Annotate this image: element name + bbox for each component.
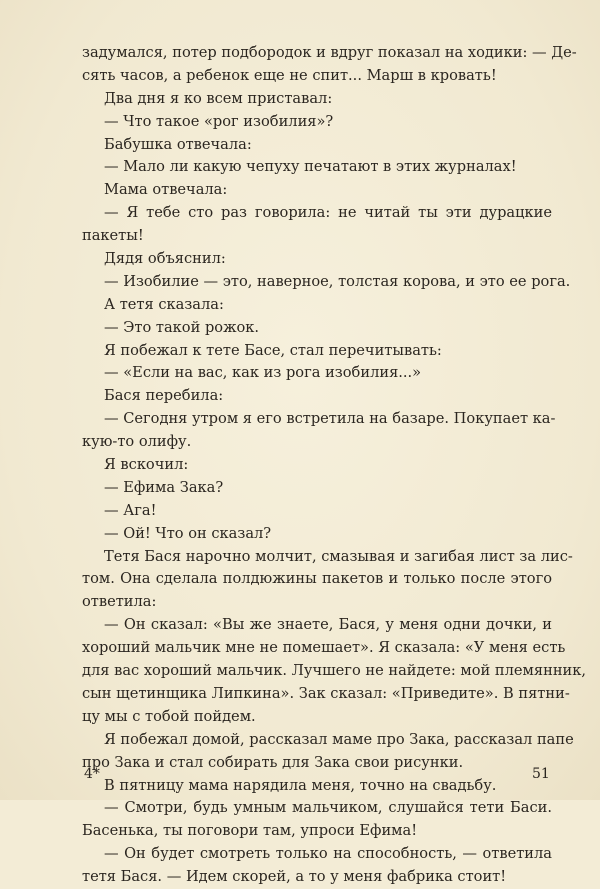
text-line: — Ой! Что он сказал? (104, 524, 272, 542)
text-line: — Ага! (104, 501, 157, 519)
text-line: хороший мальчик мне не помешает». Я сказала: «У меня есть (82, 639, 566, 657)
text-line: сын щетинщика Липкина». Зак сказал: «Приведите». В пятни- (82, 684, 570, 702)
text-line: Бася перебила: (104, 387, 224, 405)
text-line: — Я тебе сто раз говорила: не читай ты эти дурацкие (104, 204, 552, 222)
text-line: Два дня я ко всем приставал: (104, 89, 333, 107)
text-line: Я побежал к тете Басе, стал перечитывать: (104, 341, 442, 359)
text-line: А тетя сказала: (104, 295, 224, 313)
text-line: — Он будет смотреть только на способность, — ответила (104, 845, 552, 863)
text-line: пакеты! (82, 227, 144, 245)
text-line: Дядя объяснил: (104, 250, 226, 268)
text-line: — Смотри, будь умным мальчиком, слушайся тети Баси. (104, 799, 552, 817)
text-line: задумался, потер подбородок и вдруг показал на ходики: — Де- (82, 44, 577, 61)
text-line: Я побежал домой, рассказал маме про Зака, рассказал папе (104, 730, 574, 748)
text-line: Тетя Бася нарочно молчит, смазывая и загибая лист за лис- (104, 547, 573, 565)
text-line: Мама отвечала: (104, 181, 228, 199)
text-line: — Что такое «рог изобилия»? (104, 112, 334, 130)
text-line: Бабушка отвечала: (104, 135, 252, 153)
text-line: В пятницу мама нарядила меня, точно на свадьбу. (104, 776, 497, 794)
text-line: для вас хороший мальчик. Лучшего не найдете: мой племянник, (82, 662, 587, 680)
text-line: Басенька, ты поговори там, упроси Ефима! (82, 822, 418, 840)
text-line: — Изобилие — это, наверное, толстая корова, и это ее рога. (104, 272, 571, 290)
text-line: цу мы с тобой пойдем. (82, 707, 256, 725)
text-line: — Сегодня утром я его встретила на базаре. Покупает ка- (104, 410, 556, 428)
text-line: — Ефима Зака? (104, 478, 224, 496)
text-line: сять часов, а ребенок еще не спит... Марш в кровать! (82, 66, 497, 84)
page-text (82, 42, 587, 889)
text-line: том. Она сделала полдюжины пакетов и только после этого (82, 570, 552, 588)
text-line: тетя Бася. — Идем скорей, а то у меня фабрика стоит! (82, 868, 507, 886)
text-line: про Зака и стал собирать для Зака свои рисунки. (82, 753, 464, 771)
text-line: Я вскочил: (104, 456, 189, 474)
signature-mark: 4* (84, 766, 100, 782)
page-number: 51 (532, 766, 550, 782)
text-line: ответила: (82, 593, 157, 611)
text-line: — Это такой рожок. (104, 318, 260, 336)
text-line: — Мало ли какую чепуху печатают в этих журналах! (104, 158, 517, 176)
text-line: — «Если на вас, как из рога изобилия...» (104, 364, 422, 382)
text-line: кую-то олифу. (82, 433, 192, 451)
text-line: — Он сказал: «Вы же знаете, Бася, у меня одни дочки, и (104, 616, 552, 634)
